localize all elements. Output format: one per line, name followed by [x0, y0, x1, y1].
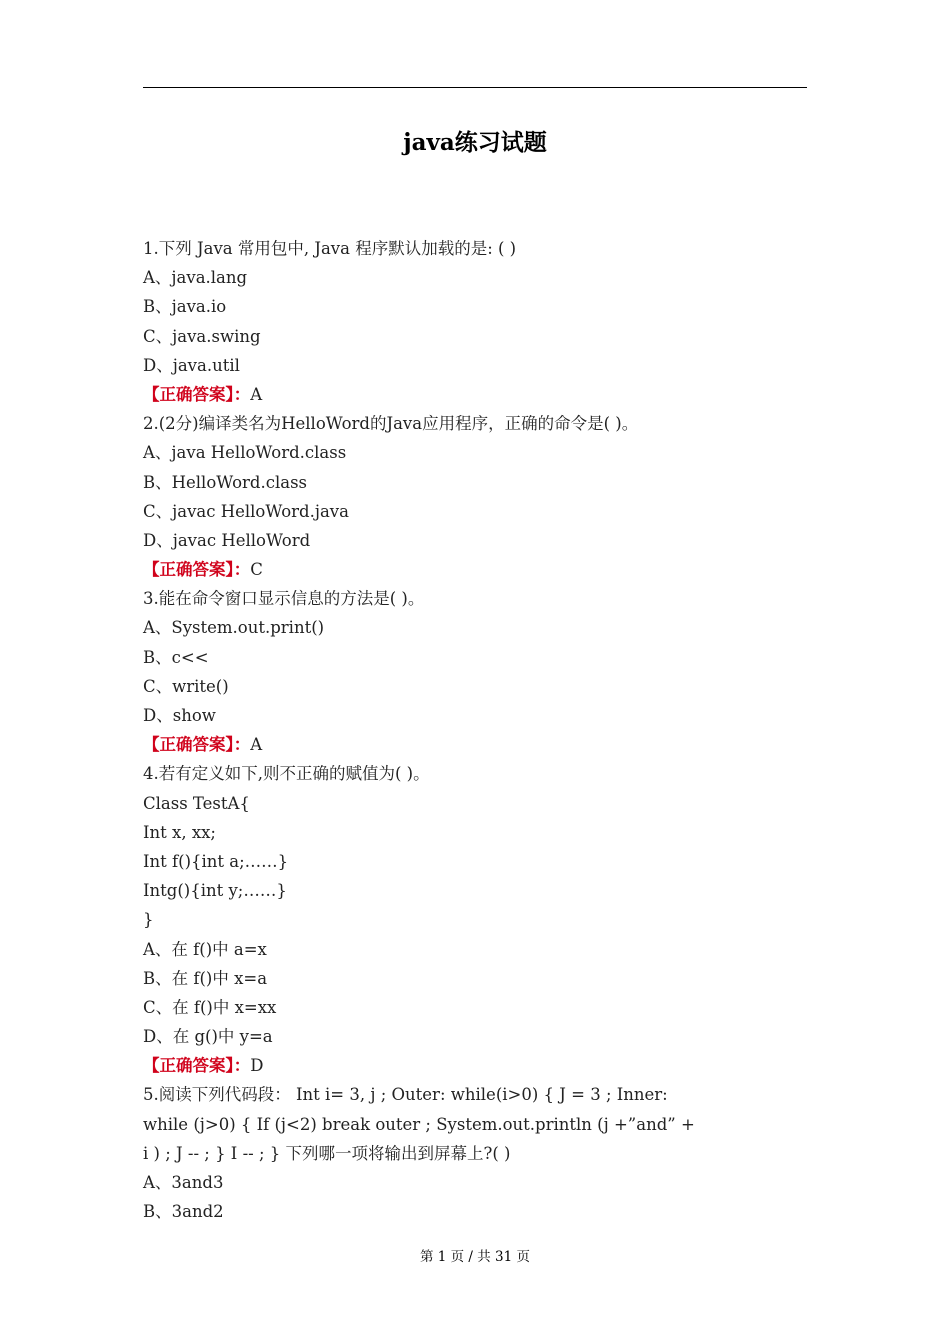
question-5-text-line: i ) ; J -- ; } I -- ; } 下列哪一项将输出到屏幕上?( ) — [143, 1143, 511, 1163]
question-3-option-b: B、c<< — [143, 647, 209, 667]
question-1-option-a: A、java.lang — [143, 268, 248, 288]
question-1-answer — [143, 380, 808, 409]
answer-label: 【正确答案】： — [143, 560, 251, 580]
question-4-option-a: A、在 f()中 a=x — [143, 939, 267, 959]
answer-label: 【正确答案】： — [143, 1056, 251, 1076]
question-5-option-a: A、3and3 — [143, 1173, 224, 1192]
question-5-option-b: B、3and2 — [143, 1202, 224, 1222]
question-2-option-d: D、javac HelloWord — [143, 530, 311, 550]
question-4-text: 4.若有定义如下,则不正确的赋值为( )。 — [143, 764, 430, 784]
question-4-code-line: Int f(){int a;……} — [143, 851, 289, 871]
answer-value: A — [250, 384, 263, 404]
answer-value: C — [250, 560, 263, 580]
question-1-option-c: C、java.swing — [143, 326, 261, 346]
header-rule — [143, 87, 807, 88]
question-2-text: 2.(2分)编译类名为HelloWord的Java应用程序，正确的命令是( )。 — [143, 414, 639, 434]
question-4-answer — [143, 1051, 808, 1080]
question-list — [143, 234, 808, 1226]
question-3-option-a: A、System.out.print() — [143, 618, 325, 638]
answer-label: 【正确答案】： — [143, 384, 251, 404]
question-3-option-c: C、write() — [143, 676, 229, 696]
answer-label: 【正确答案】： — [143, 735, 251, 755]
answer-value: A — [250, 735, 263, 755]
question-4-code-line: Intg(){int y;……} — [143, 881, 287, 901]
question-4-code-line: } — [143, 910, 154, 930]
question-3-answer — [143, 730, 808, 759]
question-4-code-line: Class TestA{ — [143, 793, 250, 813]
question-2-option-b: B、HelloWord.class — [143, 472, 308, 492]
question-4-option-b: B、在 f()中 x=a — [143, 968, 268, 988]
answer-value: D — [250, 1056, 264, 1076]
page-title: java练习试题 — [403, 129, 547, 156]
question-1-text: 1.下列 Java 常用包中, Java 程序默认加载的是: ( ) — [143, 239, 517, 258]
question-4-option-d: D、在 g()中 y=a — [143, 1027, 273, 1047]
page-footer: 第 1 页 / 共 31 页 — [419, 1249, 531, 1265]
question-2-answer — [143, 555, 808, 584]
question-4-option-c: C、在 f()中 x=xx — [143, 997, 277, 1017]
question-2-option-c: C、javac HelloWord.java — [143, 501, 349, 521]
question-5-text-line: while (j>0) { If (j<2) break outer ; System.out.println (j +”and” + — [143, 1114, 695, 1134]
question-1-option-b: B、java.io — [143, 297, 227, 317]
question-3-option-d: D、show — [143, 706, 216, 725]
question-2-option-a: A、java HelloWord.class — [143, 443, 347, 463]
question-4-code-line: Int x, xx; — [143, 822, 216, 842]
question-3-text: 3.能在命令窗口显示信息的方法是( )。 — [143, 589, 425, 609]
question-1-option-d: D、java.util — [143, 355, 240, 375]
question-5-text-line: 5.阅读下列代码段： Int i= 3, j ; Outer: while(i>0) { J = 3 ; Inner: — [143, 1085, 668, 1105]
